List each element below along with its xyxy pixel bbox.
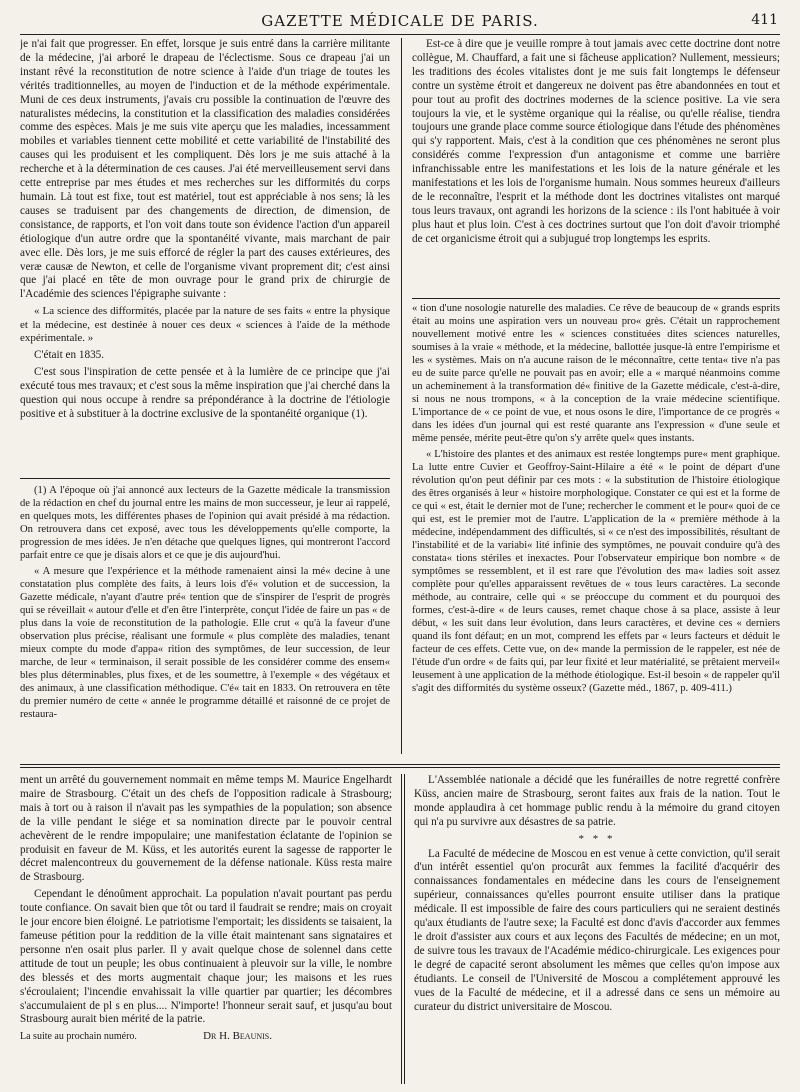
right-column-article	[412, 38, 780, 294]
footnote-divider	[20, 478, 390, 479]
article-paragraph: C'était en 1835.	[34, 349, 105, 361]
footnote-quote: « L'histoire des plantes et des animaux est restée longtemps pure« ment graphique. La lutte entre Cuvier et Geoffroy-Saint-Hilaire a été « le point de départ d'une révolution qu'on peut définir par ces mots : « la substitution de l'histoire étiologique des êtres organisés à leur « histoire morphologique. Constater ce qui est et la forme de ce qui « est, était le dernier mot de l'une; rechercher le comment et le pour« quoi de ce qui est, est le premier mot de l'autre. L'application de la « première méthode à la médecine, indépendamment des difficultés, si « ce n'est des impossibilités, résultant de l'instabilité et de la variabi« lité infinie des symptômes, ne pouvait conduire qu'à des constata« tions stériles et inexactes. Pour l'observateur empirique bon nombre « de symptômes se ressemblent, et il est rare que l'évolution des ma« ladies soit assez complète pour qu'elles apparaissent revêtues de « tous leurs caractères. La seconde méthode, au contraire, celle qui « se préoccupe du comment et du pourquoi des formes, c'est-à-dire « de leurs causes, remet chaque chose à sa place, assiste à leur début, « les suit dans leur évolution, dans leurs caractères, et devine ces « derniers quand ils font défaut; en un mot, comprend les effets par « leurs facteurs et déduit le facteur de ces effets. Cette vue, on de« mande la permission de le rappeler, est née de l'étude d'un ordre « de faits qui, par leur fixité et leur matérialité, se prêtaient merveil« leusement à une application de la méthode étiologique. Est-il besoin « de rappeler qu'il s'agit des difformités du système osseux? (Gazette méd., 1867, p. 409-411.)	[412, 449, 780, 694]
epigraph-quote: « La science des difformités, placée par la nature de ses faits « entre la physique et la médecine, est destinée à nouer ces deux « sciences à l'aide de la méthode expérimentale. »	[20, 305, 390, 345]
column-divider-double	[404, 774, 405, 1084]
column-divider	[401, 774, 402, 1084]
news-column	[414, 774, 780, 1084]
feuilleton-paragraph: ment un arrêté du gouvernement nommait en même temps M. Maurice Engelhardt maire de Strasbourg. C'était un des chefs de l'opposition radicale à Strasbourg; mais à tort ou à raison il n'avait pas les sympathies de la population; son absence de la ville pendant le siége et sa nomination directe par le pouvoir central achevèrent de le rendre impopulaire; une manifestation éclatante de l'opinion se produisit en faveur de M. Küss, et les autorités eurent la sagesse de rapporter le décret malencontreux du gouvernement de la défense nationale. Küss resta maire de Strasbourg.	[20, 774, 392, 884]
article-paragraph: je n'ai fait que progresser. En effet, lorsque je suis entré dans la carrière militante de la médecine, j'ai arboré le drapeau de l'éclectisme. Sous ce drapeau j'ai un instant rêvé la reconstitution de notre science à l'aide d'un triage de toutes les vérités traditionnelles, au moyen de l'induction et de la méthode expérimentale. Muni de ces deux instruments, j'avais cru possible la continuation de l'œuvre des naturalistes médecins, la constitution et la classification des maladies considérées comme des espèces. Mais je me suis vite aperçu que les maladies, incessamment mobiles et variables tiennent cette mobilité et cette variabilité de l'instabilité des causes qui les produisent et les compliquent. Dès lors je me suis attaché à la recherche et à la détermination de ces causes. J'ai été merveilleusement servi dans cette entreprise par mes études et mes recherches sur les difformités du corps humain. Là tout est fixe, tout est matériel, tout est appréciable à nos sens; là les causes se traduisent par des changements de direction, de dimension, de consistance, de rapports, et l'on voit dans toute son évidence l'action d'un appareil étiologique d'un autre ordre que la spontanéité vivante, mais marchant de pair avec elle. Dès lors, je me suis efforcé de régler la part des causes extérieures, des veræ causæ de Newton, et celle de l'organisme vivant proprement dit; c'est ainsi que j'ai placé en tête de mon ouvrage pour le grand prix de chirurgie de l'Académie des sciences l'épigraphe suivante :	[20, 38, 390, 301]
section-rule	[20, 764, 780, 765]
news-paragraph: L'Assemblée nationale a décidé que les funérailles de notre regretté confrère Küss, ancien maire de Strasbourg, seront faites aux frais de la nation. Tout le monde applaudira à cet hommage public rendu à la mémoire du grand citoyen qui n'a pu survivre aux désastres de sa patrie.	[414, 774, 780, 828]
article-paragraph: Est-ce à dire que je veuille rompre à tout jamais avec cette doctrine dont notre collègue, M. Chauffard, a fait une si fâcheuse application? Nullement, messieurs; les traditions des écoles vitalistes dont je me suis fait longtemps le défenseur contre un système étroit et dangereux ne doivent pas être abandonnées en tout et pour tout au profit des doctrines modernes de la science positive. La vie sera toujours la vie, et le système organique qui la réalise, ou qu'elle réalise, tiendra toujours une grande place comme source étiologique dans l'étude des phénomènes qui s'y rapportent. Mais, c'est à la condition que ces phénomènes ne seront plus considérés comme l'expression d'un antagonisme et comme une barrière infranchissable entre les manifestations et les lois de la nature générale et les manifestations et les lois de l'organisme humain. Nous sommes heureux d'ailleurs de le reconnaître, l'esprit et la méthode dont les doctrines vitalistes ont marqué tous leurs travaux, ont agrandi les horizons de la science : ils l'ont habituée à voir plus haut et plus loin. C'est à ces doctrines surtout que l'on doit d'avoir triomphé de cet organicisme étroit qui a subjugué trop longtemps les esprits.	[412, 38, 780, 245]
feuilleton-column	[20, 774, 392, 1084]
signature-line	[20, 1030, 392, 1044]
footnote-continuation	[412, 302, 780, 754]
author-signature: Dr H. Beaunis.	[203, 1030, 272, 1043]
section-rule-double	[20, 767, 780, 768]
column-divider	[401, 38, 402, 754]
page-number: 411	[751, 12, 778, 28]
footnote-paragraph: (1) A l'époque où j'ai annoncé aux lecteurs de la Gazette médicale la transmission de la rédaction en chef du journal entre les mains de mon successeur, je leur ai rappelé, en quelques mots, les différentes phases de l'opinion qui avait présidé à ma rédaction. On retrouvera dans cet exposé, avec tous les développements qu'elle comporte, la progression de mes idées. Je n'en détache que quelques lignes, qui montreront l'accord parfait entre ce que je disais alors et ce que je dis aujourd'hui.	[20, 485, 390, 561]
footnote-quote: « A mesure que l'expérience et la méthode ramenaient ainsi la mé« decine à une constatation plus complète des faits, à leurs lois d'é« volution et de succession, la Gazette médicale, n'ayant d'autre pré« tention que de s'inspirer de l'esprit de progrès qui se réveillait « autour d'elle et d'en être l'interprète, conçut l'idée de faire un pas « de plus dans la voie de reconstitution de la pathologie. Elle crut « qu'à la faveur d'une observation plus précise, réalisant une formule « plus complète des maladies, tenant mieux compte du mode d'appa« rition des symptômes, de leur succession, de leur marche, de leur « terminaison, il serait possible de les considérer comme des ensem« bles plus déterminables, plus fixes, et de les soumettre, à l'exemple « des végétaux et des animaux, à une classification méthodique. C'é« tait en 1833. On retrouvera en tête du premier numéro de cette « année le programme détaillé et raisonné de ce projet de restaura-	[20, 566, 390, 720]
news-paragraph: La Faculté de médecine de Moscou en est venue à cette conviction, qu'il serait d'un intérêt essentiel qu'on procurât aux femmes la facilité d'acquérir des connaissances fondamentales en médecine dans les cours de l'enseignement supérieur, connaissances qu'elles pourront ensuite utiliser dans la pratique médicale. Il est impossible de faire des cours particuliers qui ne seraient destinés qu'aux étudiants de l'autre sexe; la Faculté est donc d'avis d'accorder aux femmes le droit d'assister aux cours et aux leçons des Facultés de médecine; en un mot, de suivre tous les travaux de l'Académie médico-chirurgicale. Les exigences pour le degré de capacité seront absolument les mêmes que celles qu'on impose aux étudiants. Le conseil de l'Université de Moscou a complétement approuvé les vues de la Faculté de médecine, et il a adressé dans ce sens un mémoire au curateur du district universitaire de Moscou.	[414, 847, 780, 1013]
footnote-quote: « tion d'une nosologie naturelle des maladies. Ce rêve de beaucoup de « grands esprits était au moins une aspiration vers un nouveau pro« grès. C'était un rapprochement nouvellement motivé entre les « sciences constituées dites sciences naturelles, soumises à la vraie « méthode, et la médecine, ballottée jusque-là entre l'empirisme et les « systèmes. Mais on n'a aucune raison de le méconnaître, cette tenta« tive n'a pas eu de suite parce qu'elle ne pouvait pas en avoir; elle a « marqué néanmoins comme un acheminement à la transformation dé« finitive de la Gazette médicale, c'est-à-dire, si nous ne nous trompons, « à la conception de la vraie médecine scientifique. L'importance de « ce point de vue, et nous osons le dire, l'importance de ce progrès « dans les idées d'un journal qui est resté quarante ans l'expression « d'une seule et même pensée, mérite peut-être qu'on s'y arrête quel« ques instants.	[412, 303, 780, 444]
journal-title: GAZETTE MÉDICALE DE PARIS.	[261, 12, 539, 30]
footnote	[20, 484, 390, 754]
page-header	[20, 8, 780, 35]
quote-divider	[412, 298, 780, 299]
feuilleton-paragraph: Cependant le dénoûment approchait. La population n'avait pourtant pas perdu toute confiance. On savait bien que tôt ou tard il faudrait se rendre; mais on croyait le jour encore bien éloigné. Le patriotisme l'emportait; les dissidents se taisaient, la fameuse pétition pour la reddition de la ville était maintenant sans signataires et personne n'en osait plus parler. Il y avait quelque chose de solennel dans cette attitude de tout un peuple; les obus continuaient à pleuvoir sur la ville, le nombre des blessés et des morts augmentait chaque jour; les maisons et les rues s'écroulaient; l'incendie envahissait la ville quartier par quartier; les décombres s'accumulaient de pl s en plus.... N'importe! l'honneur serait sauf, et jusqu'au bout Strasbourg aurait bien mérité de la patrie.	[20, 888, 392, 1026]
left-column-article	[20, 38, 390, 470]
continuation-note: La suite au prochain numéro.	[20, 1031, 137, 1043]
article-paragraph: C'est sous l'inspiration de cette pensée et à la lumière de ce principe que j'ai exécuté tous mes travaux; et c'est sous la même inspiration que j'ai cherché dans la question qui nous occupe à rendre sa prépondérance à la doctrine de l'étiologie positive et à substituer à la doctrine exclusive de la spontanéité organique (1).	[20, 365, 390, 420]
section-stars: * * *	[578, 832, 616, 845]
